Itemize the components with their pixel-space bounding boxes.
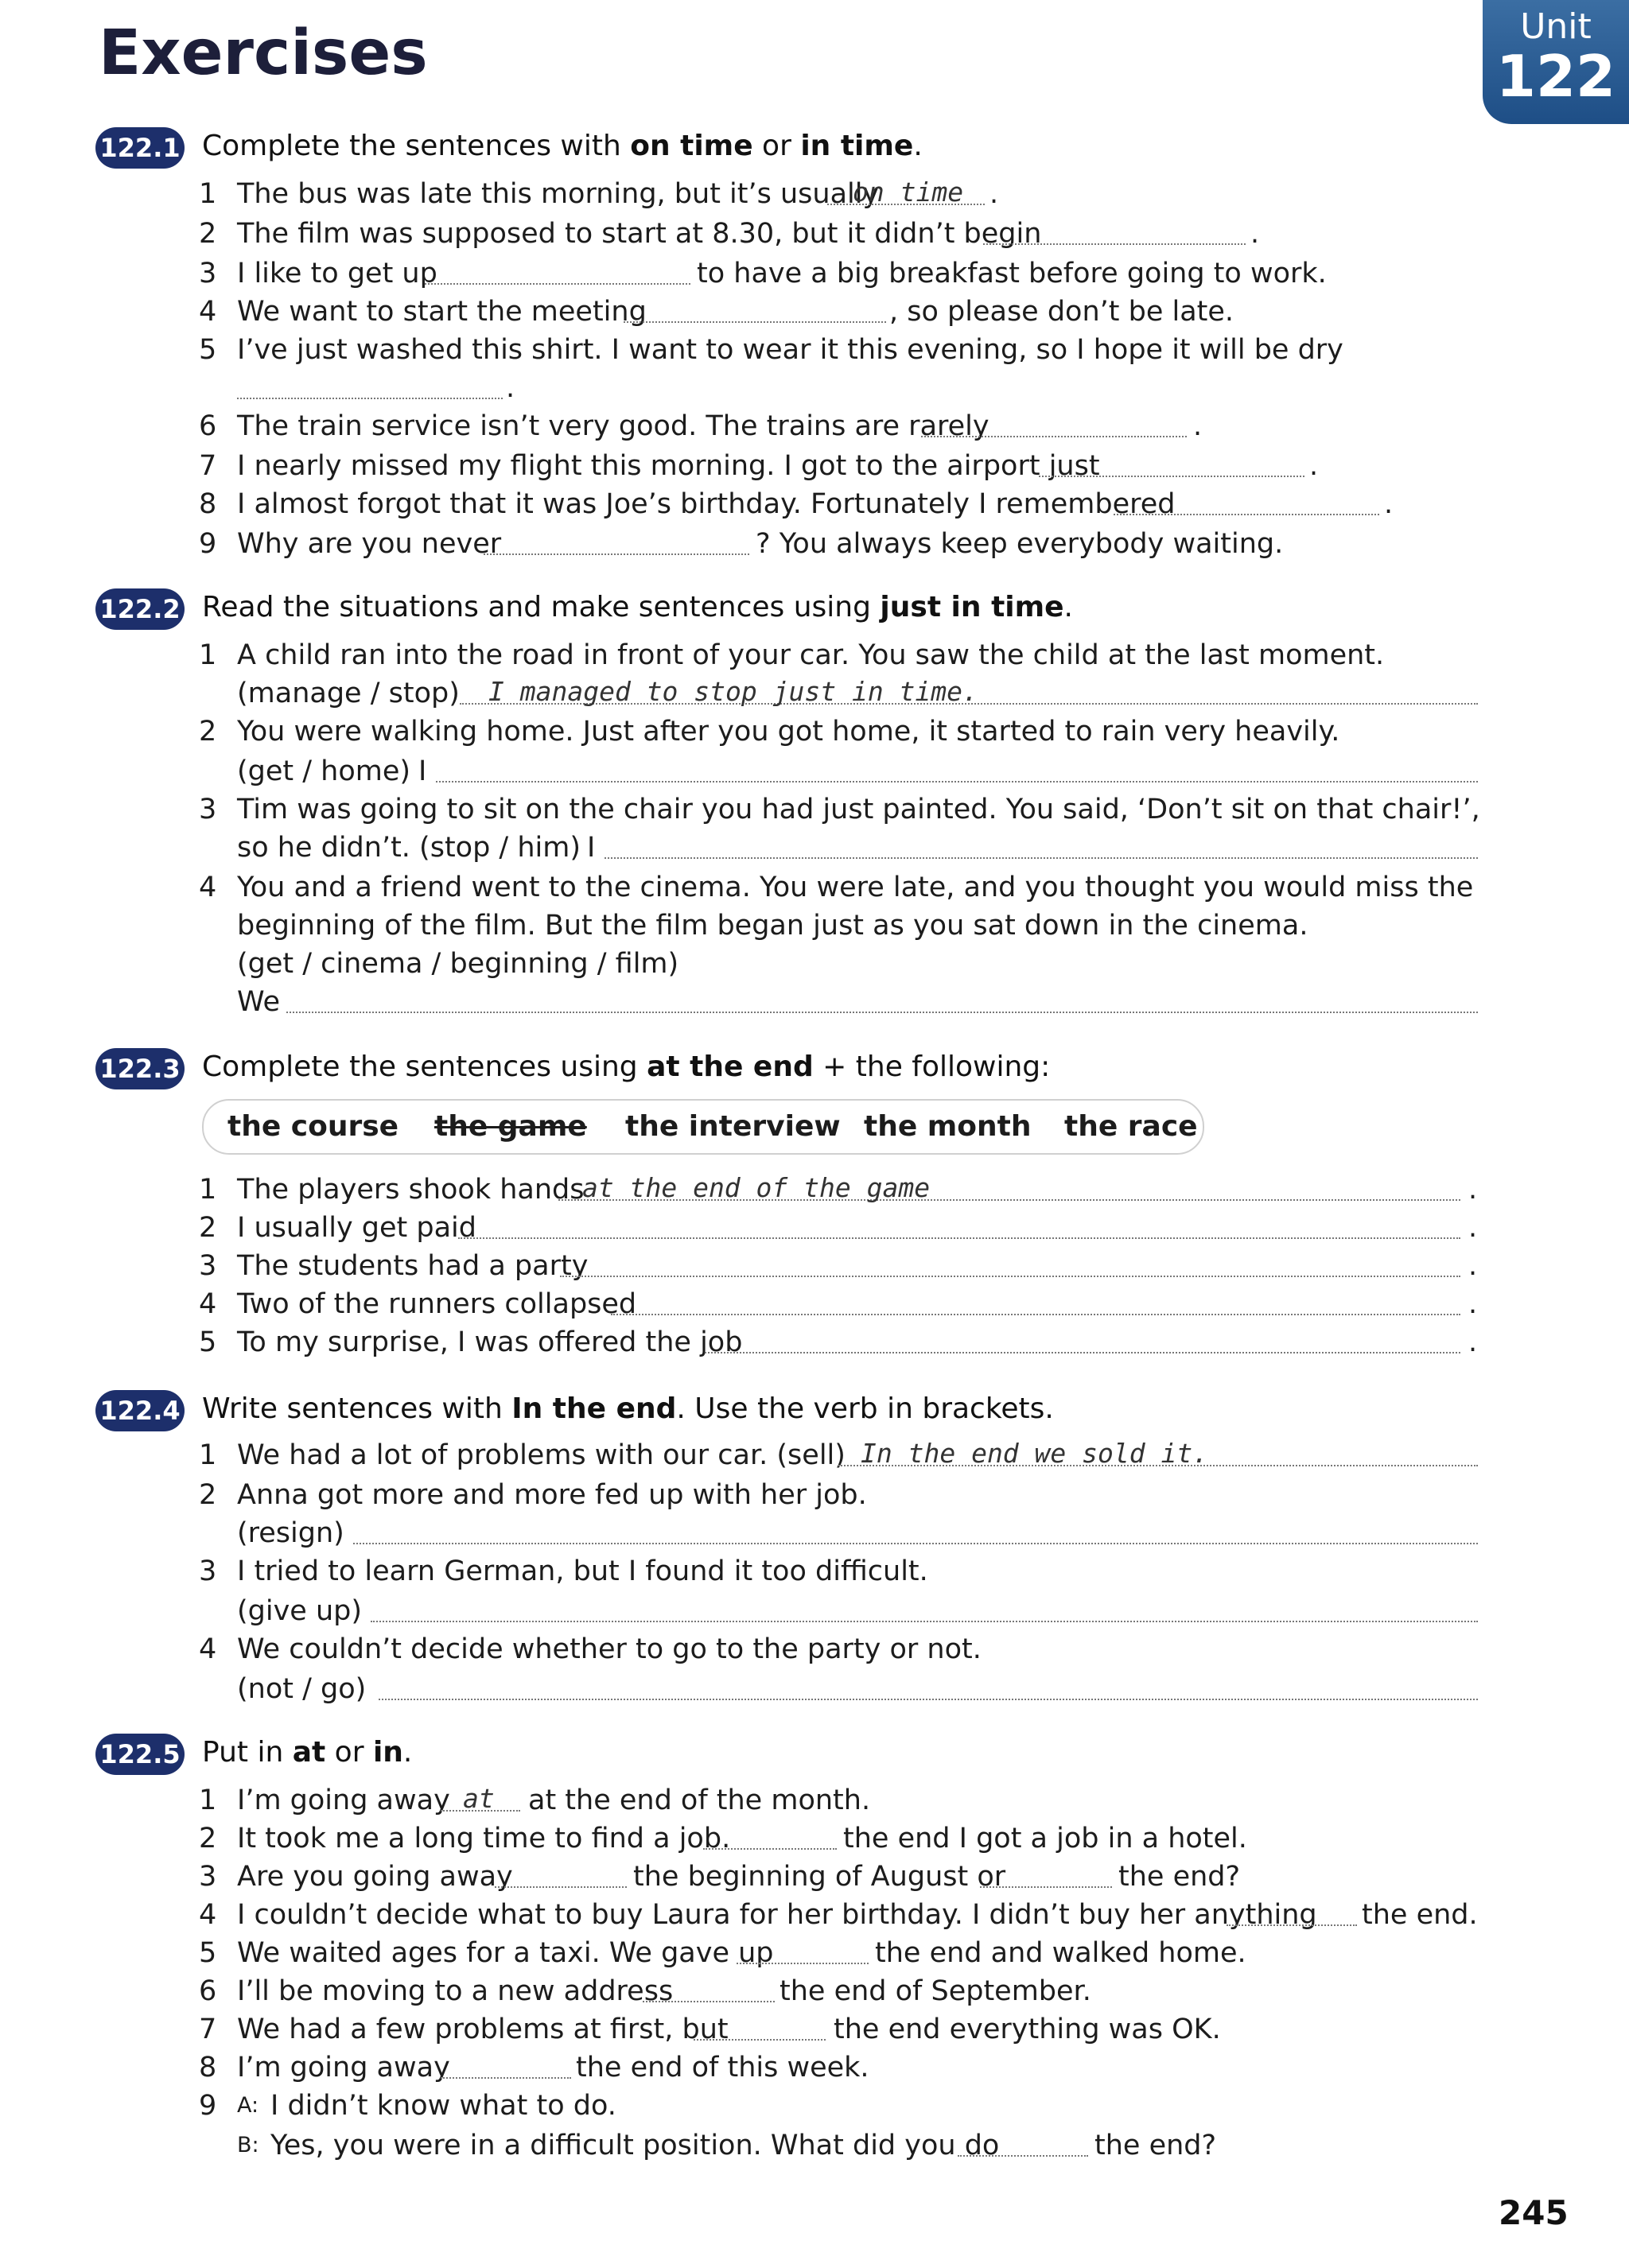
exercise-badge: 122.2 xyxy=(95,588,185,630)
answer-blank[interactable] xyxy=(643,1972,775,2002)
answer-blank[interactable] xyxy=(1039,447,1304,477)
word-option: the month xyxy=(864,1110,1032,1143)
answer-blank[interactable] xyxy=(737,1934,869,1964)
exercise-instruction: Read the situations and make sentences using just in time. xyxy=(202,591,1073,623)
answer-blank[interactable] xyxy=(286,983,1478,1013)
exercise-instruction: Complete the sentences using at the end + the following: xyxy=(202,1051,1051,1083)
answer-blank[interactable] xyxy=(1114,485,1379,515)
exercise-badge: 122.4 xyxy=(95,1390,185,1431)
handwritten-answer: at xyxy=(463,1783,495,1814)
word-option: the race xyxy=(1064,1110,1198,1143)
answer-blank[interactable] xyxy=(980,1858,1112,1888)
exercise-badge: 122.1 xyxy=(95,127,185,169)
answer-blank[interactable] xyxy=(560,1247,1460,1277)
answer-blank[interactable] xyxy=(484,525,749,555)
exercise-instruction: Write sentences with In the end. Use the verb in brackets. xyxy=(202,1392,1054,1425)
answer-blank[interactable] xyxy=(703,1819,837,1850)
answer-blank[interactable] xyxy=(441,2049,571,2079)
handwritten-answer: on time xyxy=(853,177,964,208)
answer-blank[interactable] xyxy=(983,215,1246,245)
answer-blank[interactable] xyxy=(371,1592,1478,1622)
word-box xyxy=(202,1099,1204,1155)
exercise-badge: 122.3 xyxy=(95,1048,185,1089)
answer-blank[interactable] xyxy=(379,1670,1478,1700)
answer-blank[interactable] xyxy=(1227,1896,1357,1926)
answer-blank[interactable] xyxy=(624,293,886,323)
handwritten-answer: at the end of the game xyxy=(582,1172,931,1203)
answer-blank[interactable] xyxy=(458,1209,1460,1239)
exercise-badge: 122.5 xyxy=(95,1734,185,1775)
answer-blank[interactable] xyxy=(605,829,1478,859)
exercise-instruction: Complete the sentences with on time or in time. xyxy=(202,130,923,162)
answer-blank[interactable] xyxy=(705,1323,1460,1353)
answer-blank[interactable] xyxy=(436,752,1478,783)
page-title: Exercises xyxy=(99,17,428,89)
answer-blank[interactable] xyxy=(425,254,690,285)
unit-number: 122 xyxy=(1495,43,1616,110)
unit-label: Unit xyxy=(1520,6,1592,47)
answer-blank[interactable] xyxy=(694,2010,826,2041)
exercise-instruction: Put in at or in. xyxy=(202,1736,413,1769)
unit-tab xyxy=(1483,0,1629,124)
answer-blank[interactable] xyxy=(921,407,1187,437)
word-option: the course xyxy=(227,1110,399,1143)
handwritten-answer: In the end we sold it. xyxy=(861,1438,1209,1469)
answer-blank[interactable] xyxy=(237,369,503,399)
word-option: the interview xyxy=(625,1110,841,1143)
word-option-used: the game xyxy=(434,1110,587,1143)
handwritten-answer: I managed to stop just in time. xyxy=(488,676,978,707)
answer-blank[interactable] xyxy=(353,1514,1478,1544)
answer-blank[interactable] xyxy=(495,1858,627,1888)
answer-blank[interactable] xyxy=(611,1285,1460,1315)
page-number: 245 xyxy=(1499,2193,1569,2232)
answer-blank[interactable] xyxy=(958,2126,1088,2157)
